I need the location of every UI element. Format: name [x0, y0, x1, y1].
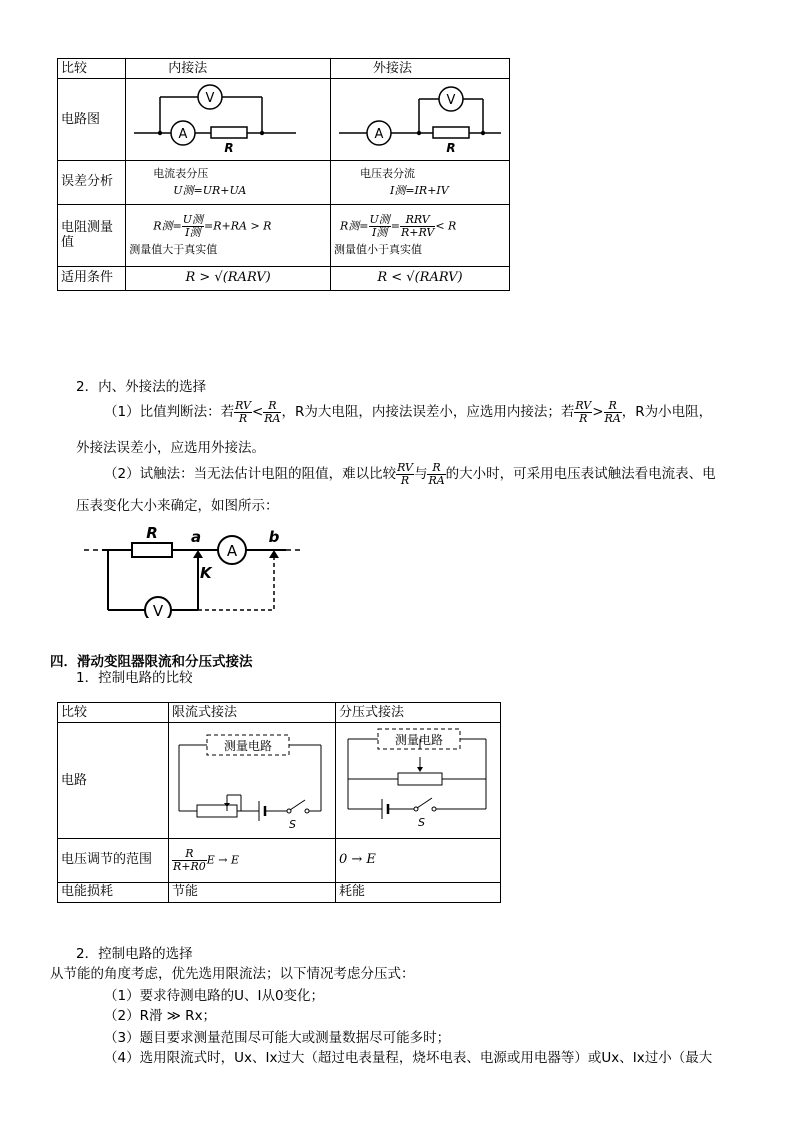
- header-outer: 外接法: [331, 59, 510, 79]
- outer-circuit-cell: [331, 79, 510, 161]
- divider-circuit-cell: [336, 723, 501, 839]
- trial-contact-diagram: [80, 522, 310, 618]
- row-label-circuit: 电路图: [58, 79, 126, 161]
- svg-text:K: K: [200, 564, 212, 582]
- rheostat-icon: [398, 773, 442, 785]
- svg-text:测量电路: 测量电路: [394, 733, 444, 747]
- switch-icon: [417, 798, 432, 808]
- inner-error-title: 电流表分压: [153, 166, 209, 180]
- inner-condition: R > √(RARV): [126, 266, 331, 290]
- trial-method-line: （2）试触法：当无法估计电阻的阻值，难以比较 $\frac{RV}{R}$ 与 $\frac{R}{RA}$ 的大小时，可采用电压表试触法看电流表、电: [104, 461, 716, 487]
- choice-item-4: （4）选用限流式时，Ux、Ix过大（超过电表量程，烧坏电表、电源或用电器等）或Ux、Ix过小（最大: [104, 1050, 713, 1066]
- svg-text:A: A: [178, 127, 188, 142]
- rheostat-icon: [197, 805, 237, 817]
- svg-text:测量电路: 测量电路: [223, 739, 273, 753]
- choice-intro: 从节能的角度考虑，优先选用限流法；以下情况考虑分压式：: [50, 966, 415, 982]
- resistor-icon: [433, 127, 469, 138]
- svg-text:S: S: [289, 818, 296, 831]
- ratio-method-line: （1）比值判断法：若 $\frac{RV}{R}$ < $\frac{R}{RA}$ ，R为大电阻，内接法误差小，应选用内接法；若 $\frac{RV}{R}$ > $\frac{R}{RA}$ ，R为小电阻，: [104, 399, 713, 425]
- current-limiting-circuit: [169, 723, 335, 833]
- svg-text:b: b: [268, 528, 280, 546]
- section-four-sub: 1．控制电路的比较: [76, 670, 193, 686]
- ratio-r-over-ra: $\frac{R}{RA}$: [264, 399, 281, 425]
- svg-text:R: R: [146, 524, 158, 542]
- svg-text:V: V: [205, 91, 215, 106]
- row-label-circuit: 电路: [58, 723, 169, 839]
- measurement-comparison-table: [57, 58, 510, 291]
- outer-error-cell: [331, 160, 510, 204]
- outer-error-title: 电压表分流: [360, 166, 415, 180]
- section-title-selection: 2．内、外接法的选择: [76, 379, 207, 395]
- inner-connection-diagram: [126, 79, 304, 155]
- inner-error-cell: [126, 160, 331, 204]
- control-circuit-table: [57, 702, 501, 903]
- inner-measured-note: 测量值大于真实值: [129, 242, 218, 256]
- resistor-icon: [132, 543, 172, 557]
- choice-item-2: （2）R滑 ≫ Rx；: [104, 1008, 217, 1024]
- svg-text:S: S: [418, 816, 425, 829]
- resistor-icon: [211, 127, 247, 138]
- ratio-method-line2: 外接法误差小，应选用外接法。: [76, 440, 265, 456]
- header-limit: 限流式接法: [169, 703, 336, 723]
- ratio-rv-over-r: $\frac{RV}{R}$: [235, 399, 251, 425]
- svg-text:R: R: [224, 141, 234, 155]
- header-inner: 内接法: [126, 59, 331, 79]
- outer-connection-diagram: [331, 79, 509, 155]
- choice-item-1: （1）要求待测电路的U、I从0变化；: [104, 988, 325, 1004]
- limit-loss-cell: 节能: [169, 882, 336, 902]
- choice-title: 2．控制电路的选择: [76, 946, 193, 962]
- svg-text:V: V: [152, 602, 164, 618]
- limit-range-fraction: $\frac{R}{R+R0}$: [173, 847, 206, 873]
- divider-range-cell: 0 → E: [336, 838, 501, 882]
- limit-range-cell: $\frac{R}{R+R0}$ E → E: [169, 838, 336, 882]
- svg-text:V: V: [446, 93, 456, 108]
- choice-item-3: （3）题目要求测量范围尽可能大或测量数据尽可能多时；: [104, 1030, 451, 1046]
- trial-method-line2: 压表变化大小来确定，如图所示：: [76, 498, 279, 514]
- svg-text:R: R: [446, 141, 456, 155]
- outer-measured-fraction: $\frac{\text{U测}}{\text{I测}}$: [369, 213, 390, 239]
- svg-text:A: A: [226, 542, 238, 560]
- header-divider: 分压式接法: [336, 703, 501, 723]
- outer-measured-cell: R测= $\frac{\text{U测}}{\text{I测}}$ = $\frac{\text{RRV}}{R+RV}$ < R 测量值小于真实值: [331, 204, 510, 266]
- row-label-range: 电压调节的范围: [58, 838, 169, 882]
- inner-measured-cell: R测= $\frac{\text{U测}}{\text{I测}}$ =R+RA > R 测量值大于真实值: [126, 204, 331, 266]
- outer-error-formula: I测=IR+IV: [390, 184, 449, 198]
- inner-measured-fraction: $\frac{\text{U测}}{\text{I测}}$: [182, 213, 203, 239]
- row-label-loss: 电能损耗: [58, 882, 169, 902]
- row-label-error: 误差分析: [58, 160, 126, 204]
- header-compare: 比较: [58, 59, 126, 79]
- outer-condition: R < √(RARV): [331, 266, 510, 290]
- outer-measured-note: 测量值小于真实值: [334, 242, 422, 256]
- section-four-heading: 四．滑动变阻器限流和分压式接法: [50, 654, 253, 670]
- inner-circuit-cell: [126, 79, 331, 161]
- divider-loss-cell: 耗能: [336, 882, 501, 902]
- voltage-divider-circuit: [336, 723, 500, 833]
- switch-icon: [290, 800, 305, 810]
- inner-error-formula: U测=UR+UA: [173, 184, 247, 198]
- limit-circuit-cell: [169, 723, 336, 839]
- outer-parallel-fraction: $\frac{\text{RRV}}{R+RV}$: [401, 213, 435, 239]
- row-label-condition: 适用条件: [58, 266, 126, 290]
- header-compare: 比较: [58, 703, 169, 723]
- row-label-measured: 电阻测量值: [58, 204, 126, 266]
- svg-text:a: a: [190, 528, 202, 546]
- svg-text:A: A: [374, 127, 384, 142]
